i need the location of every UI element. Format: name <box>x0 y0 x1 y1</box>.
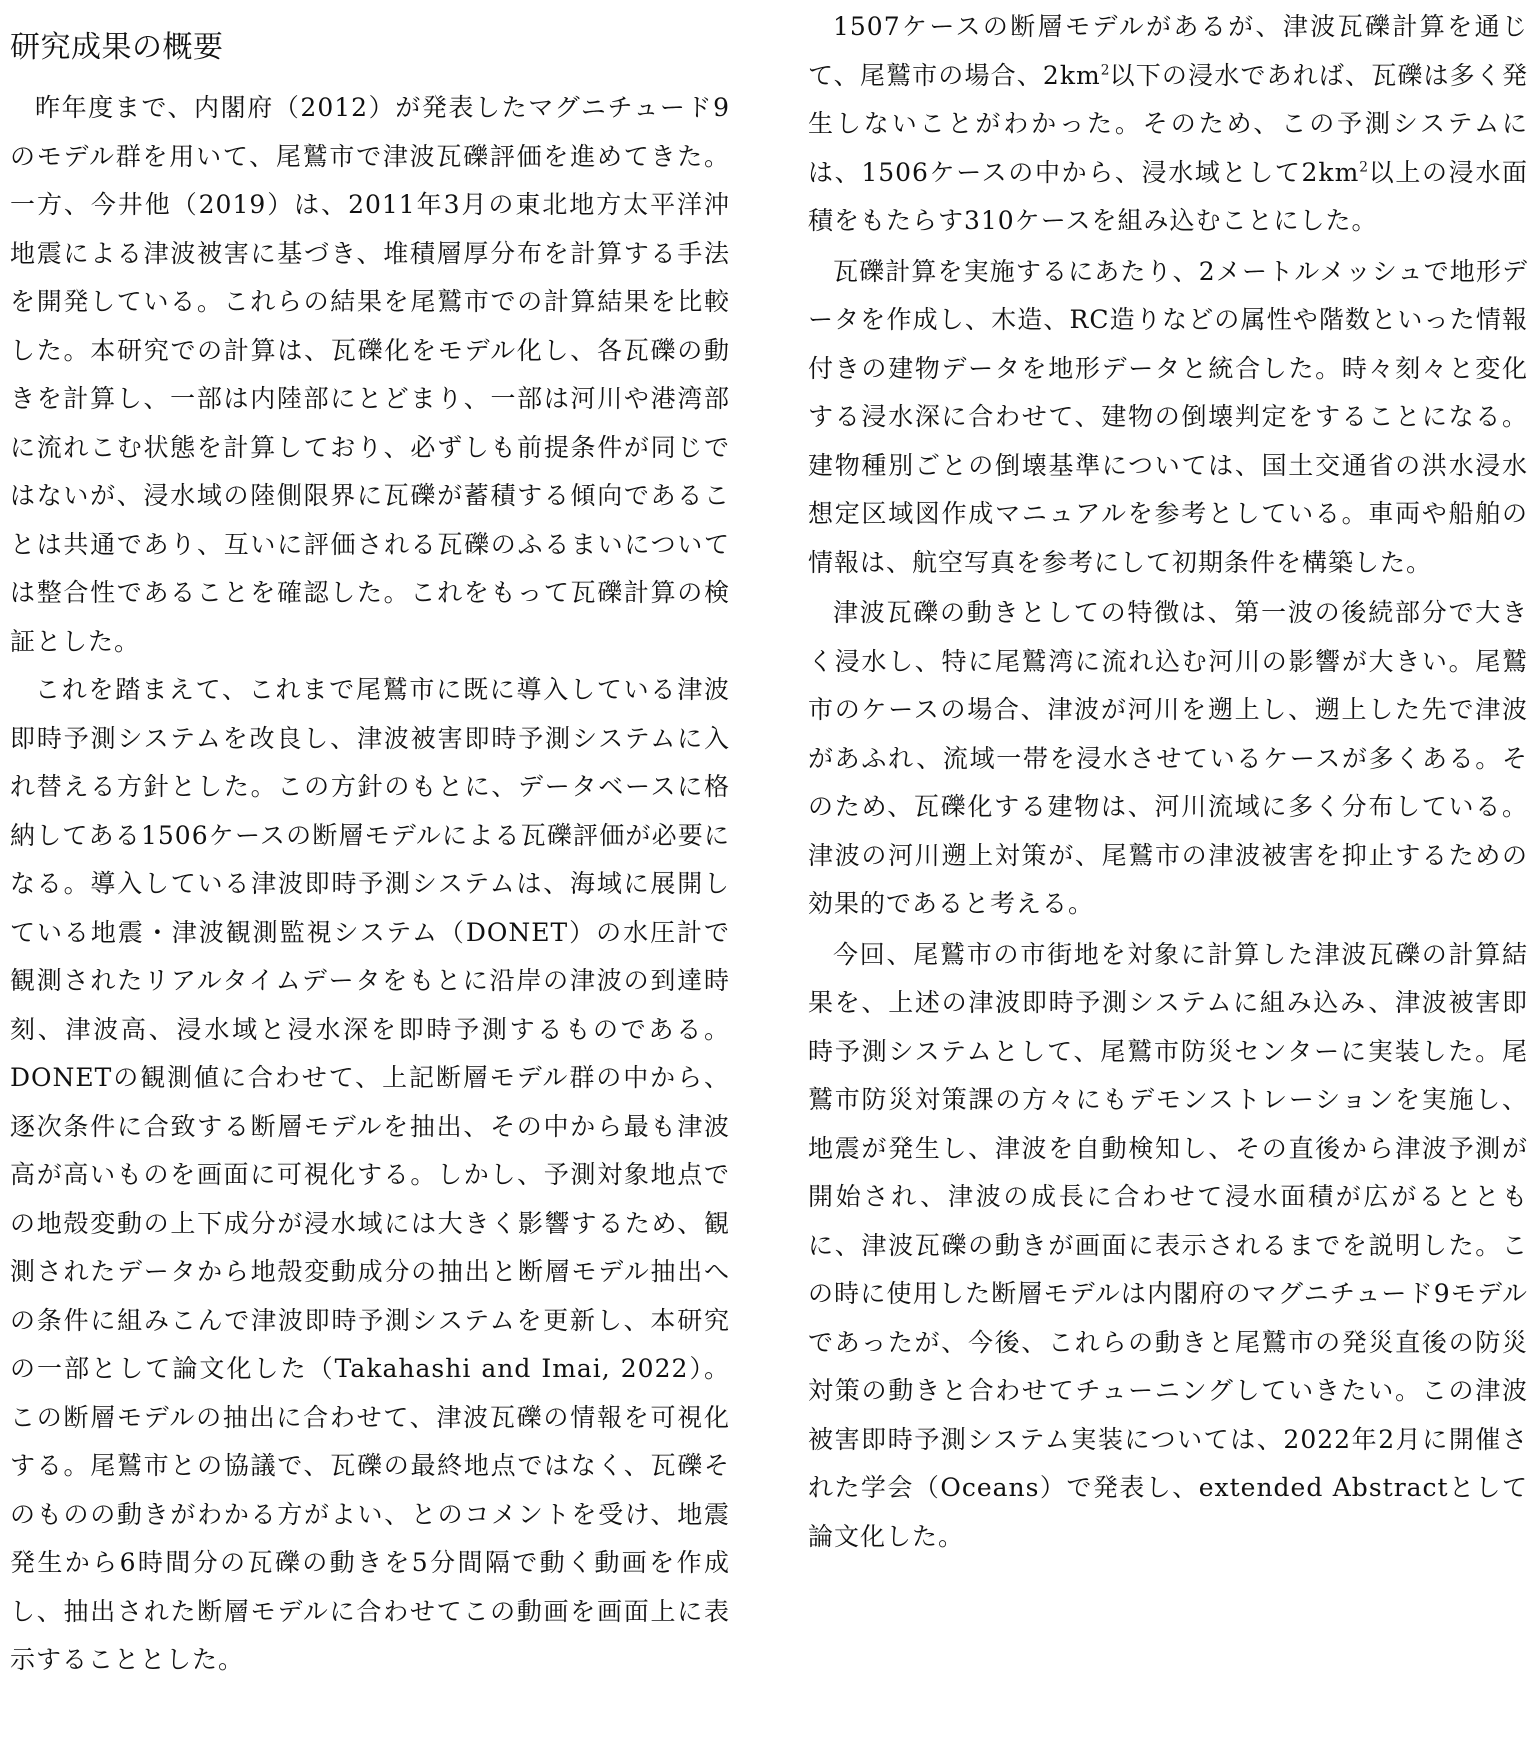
paragraph-debris-calculation: 瓦礫計算を実施するにあたり、2メートルメッシュで地形データを作成し、木造、RC造りなどの属性や階数といった情報付きの建物データを地形データと統合した。時々刻々と変化する浸水深に合わせて、建物の倒壊判定をすることになる。建物種別ごとの倒壊基準については、国土交通省の洪水浸水想定区域図作成マニュアルを参考としている。車両や船舶の情報は、航空写真を参考にして初期条件を構築した。 <box>808 256 1528 577</box>
section-heading: 研究成果の概要 <box>10 30 224 65</box>
text-segment: 以上の浸水面積をもたらす310ケースを組み込むことにした。 <box>808 157 1528 235</box>
paragraph-case-selection <box>808 3 1528 246</box>
text-segment: 以下の浸水であれば、瓦礫は多く発生しないことがわかった。そのため、この予測システムには、1506ケースの中から、浸水域として2km <box>808 60 1528 187</box>
left-column <box>10 0 730 1685</box>
right-column <box>808 0 1528 1563</box>
paragraph-debris-characteristics: 津波瓦礫の動きとしての特徴は、第一波の後続部分で大きく浸水し、特に尾鷲湾に流れ込む河川の影響が大きい。尾鷲市のケースの場合、津波が河川を遡上し、遡上した先で津波があふれ、流域一帯を浸水させているケースが多くある。そのため、瓦礫化する建物は、河川流域に多く分布している。津波の河川遡上対策が、尾鷲市の津波被害を抑止するための効果的であると考える。 <box>808 598 1528 918</box>
paragraph-implementation: 今回、尾鷲市の市街地を対象に計算した津波瓦礫の計算結果を、上述の津波即時予測システムに組み込み、津波被害即時予測システムとして、尾鷲市防災センターに実装した。尾鷲市防災対策課の方々にもデモンストレーションを実施し、地震が発生し、津波を自動検知し、その直後から津波予測が開始され、津波の成長に合わせて浸水面積が広がるとともに、津波瓦礫の動きが画面に表示されるまでを説明した。この時に使用した断層モデルは内閣府のマグニチュード9モデルであったが、今後、これらの動きと尾鷲市の発災直後の防災対策の動きと合わせてチューニングしていきたい。この津波被害即時予測システム実装については、2022年2月に開催された学会（Oceans）で発表し、extended Abstractとして論文化した。 <box>808 939 1528 1551</box>
paragraph-system-improvement: これを踏まえて、これまで尾鷲市に既に導入している津波即時予測システムを改良し、津波被害即時予測システムに入れ替える方針とした。この方針のもとに、データベースに格納してある1506ケースの断層モデルによる瓦礫評価が必要になる。導入している津波即時予測システムは、海域に展開している地震・津波観測監視システム（DONET）の水圧計で観測されたリアルタイムデータをもとに沿岸の津波の到達時刻、津波高、浸水域と浸水深を即時予測するものである。DONETの観測値に合わせて、上記断層モデル群の中から、逐次条件に合致する断層モデルを抽出、その中から最も津波高が高いものを画面に可視化する。しかし、予測対象地点での地殻変動の上下成分が浸水域には大きく影響するため、観測されたデータから地殻変動成分の抽出と断層モデル抽出への条件に組みこんで津波即時予測システムを更新し、本研究の一部として論文化した（Takahashi and Imai, 2022）。この断層モデルの抽出に合わせて、津波瓦礫の情報を可視化する。尾鷲市との協議で、瓦礫の最終地点ではなく、瓦礫そのものの動きがわかる方がよい、とのコメントを受け、地震発生から6時間分の瓦礫の動きを5分間隔で動く動画を作成し、抽出された断層モデルに合わせてこの動画を画面上に表示することとした。 <box>10 675 730 1674</box>
superscript: 2 <box>1100 62 1110 79</box>
text-segment: 1507ケースの断層モデルがあるが、津波瓦礫計算を通じて、尾鷲市の場合、2km <box>808 12 1528 90</box>
paragraph-prior-work: 昨年度まで、内閣府（2012）が発表したマグニチュード9のモデル群を用いて、尾鷲市で津波瓦礫評価を進めてきた。一方、今井他（2019）は、2011年3月の東北地方太平洋沖地震による津波被害に基づき、堆積層厚分布を計算する手法を開発している。これらの結果を尾鷲市での計算結果を比較した。本研究での計算は、瓦礫化をモデル化し、各瓦礫の動きを計算し、一部は内陸部にとどまり、一部は河川や港湾部に流れこむ状態を計算しており、必ずしも前提条件が同じではないが、浸水域の陸側限界に瓦礫が蓄積する傾向であることは共通であり、互いに評価される瓦礫のふるまいについては整合性であることを確認した。これをもって瓦礫計算の検証とした。 <box>10 93 730 656</box>
superscript: 2 <box>1359 159 1369 176</box>
